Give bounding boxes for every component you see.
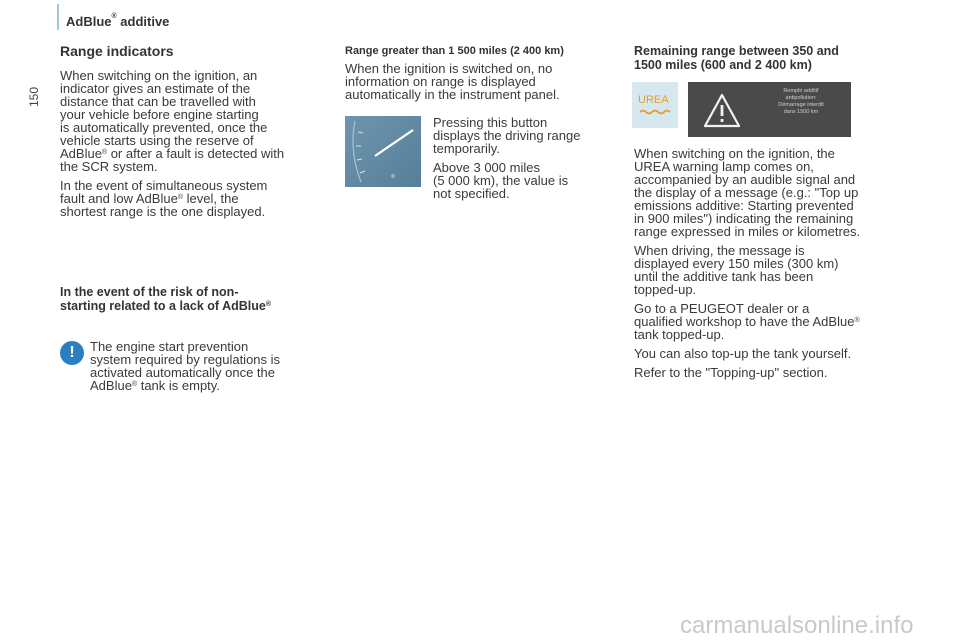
urea-warning-lamp [632, 82, 678, 128]
urea-lamp-paragraph: When switching on the ignition, the UREA warning lamp comes on, accompanied by an audible signal and the display of a message (e.g.: "Top up emissions additive: Starting prevented in 900 miles") indicating the remaining range expressed in miles or kilometres. [634, 146, 861, 239]
warning-note: The engine start prevention system required by regulations is activated automatically once the AdBlue® tank is empty. [90, 339, 281, 393]
display-message-text: Remplir additif antipollution: Démarrage interdit dans 1500 km [778, 88, 824, 115]
self-topup-paragraph: You can also top-up the tank yourself. [634, 346, 852, 361]
instrument-display-message [688, 82, 851, 137]
simultaneous-fault-paragraph: In the event of simultaneous system fault and low AdBlue® level, the shortest range is the one displayed. [60, 178, 268, 219]
intro-paragraph: When switching on the ignition, an indicator gives an estimate of the distance that can be travelled with your vehicle before engine starting is automatically prevented, once the vehicle starts using the reserve of AdBlue® or after a fault is detected with the SCR system. [60, 68, 285, 174]
dealer-paragraph: Go to a PEUGEOT dealer or a qualified workshop to have the AdBlue® tank topped-up. [634, 301, 860, 342]
button-description: Pressing this button displays the driving range temporarily. Above 3 000 miles (5 000 km), the value is not specified. [433, 115, 581, 201]
gauge-dial-icon [345, 116, 421, 187]
urea-label: UREA [638, 94, 669, 106]
wave-icon [632, 82, 678, 128]
left-column [60, 43, 330, 224]
page-number: 150 [27, 86, 42, 108]
watermark-text: carmanualsonline.info [680, 612, 914, 639]
warning-triangle-icon [696, 82, 756, 137]
refer-paragraph: Refer to the "Topping-up" section. [634, 365, 828, 380]
right-column-text [634, 147, 924, 385]
header-accent-bar [57, 4, 59, 30]
page-header-title: AdBlue® additive [66, 13, 170, 29]
heading-remaining-range: Remaining range between 350 and 1500 miles (600 and 2 400 km) [634, 44, 839, 72]
exclamation-icon: ! [60, 341, 84, 365]
instrument-gauge-image [345, 116, 421, 187]
heading-range-greater: Range greater than 1 500 miles (2 400 km) [345, 45, 564, 57]
ignition-paragraph: When the ignition is switched on, no information on range is displayed automatically in the instrument panel. [345, 61, 560, 102]
section-heading-range-indicators: Range indicators [60, 43, 174, 59]
subheading-non-starting: In the event of the risk of non- starting related to a lack of AdBlue® [60, 285, 272, 313]
driving-message-paragraph: When driving, the message is displayed every 150 miles (300 km) until the additive tank has been topped-up. [634, 243, 839, 297]
